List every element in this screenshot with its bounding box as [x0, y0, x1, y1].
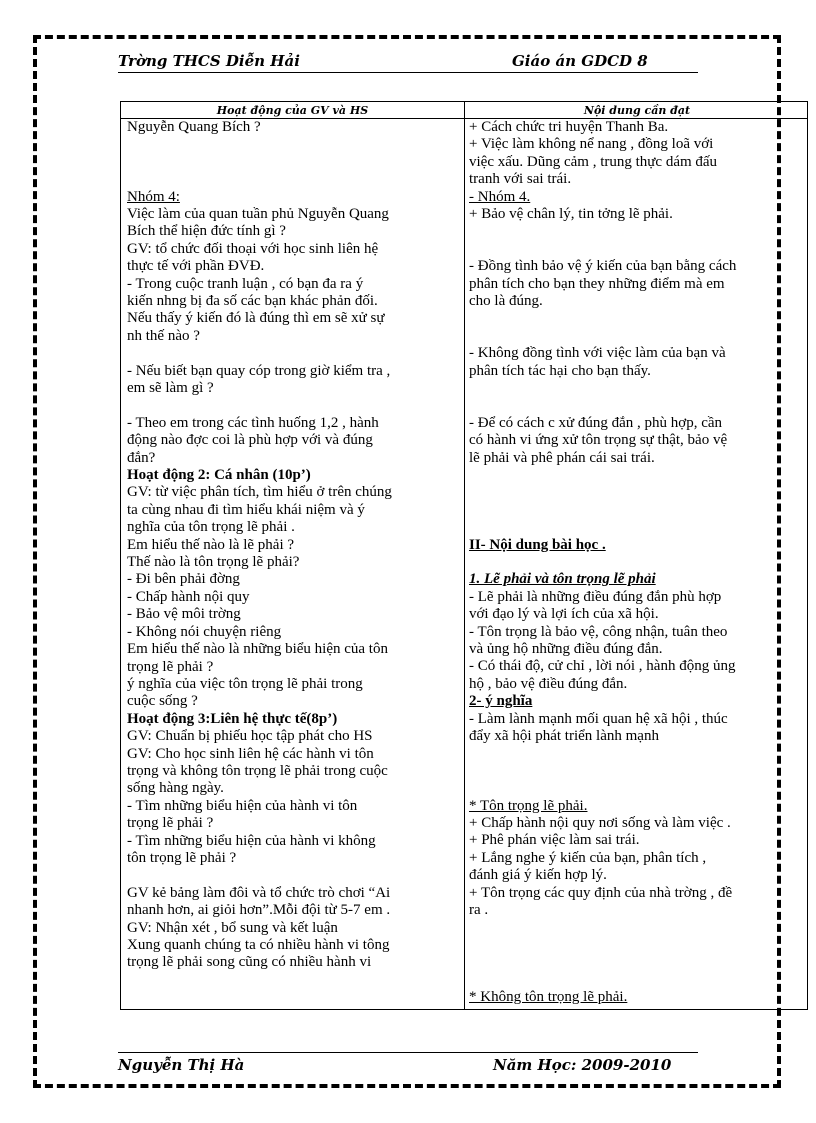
content-line: * Không tôn trọng lẽ phải. [469, 989, 628, 1006]
column-header-content: Nội dung cần đạt [583, 104, 691, 117]
lesson-table [120, 101, 808, 1010]
activity-line: Bích thể hiện đức tính gì ? [127, 223, 286, 240]
activity-line: - Bảo vệ môi trờng [127, 606, 241, 623]
footer-rule [118, 1052, 698, 1053]
activity-line [127, 154, 459, 171]
activity-line: trọng lẽ phải ? [127, 658, 214, 675]
activities-column [127, 119, 459, 972]
activity-line: GV: Cho học sinh liên hệ các hành vi tôn [127, 745, 374, 762]
content-line: - Không đồng tình với việc làm của bạn và [469, 345, 726, 362]
content-column [469, 119, 805, 1010]
content-line [469, 310, 805, 327]
content-line [469, 554, 805, 571]
content-line [469, 1006, 805, 1010]
activity-line: - Nếu biết bạn quay cóp trong giờ kiểm tra , [127, 362, 391, 379]
school-name: Trờng THCS Diễn Hải [118, 52, 300, 70]
content-line: - Tôn trọng là bảo vệ, công nhận, tuân theo [469, 623, 728, 640]
content-line: + Phê phán việc làm sai trái. [469, 832, 640, 849]
activity-line [127, 136, 459, 153]
activity-line [127, 171, 459, 188]
activity-line: em sẽ làm gì ? [127, 380, 214, 397]
activity-line: Em hiểu thế nào là những biểu hiện của tôn [127, 641, 388, 658]
activity-line: ý nghĩa của việc tôn trọng lẽ phải trong [127, 675, 363, 692]
content-line [469, 502, 805, 519]
activity-line: Hoạt động 2: Cá nhân (10p’) [127, 467, 311, 484]
activity-line: Nguyễn Quang Bích ? [127, 119, 261, 135]
activity-line: trọng lẽ phải ? [127, 815, 214, 832]
content-line: đẩy xã hội phát triển lành mạnh [469, 728, 659, 745]
content-line: II- Nội dung bài học . [469, 536, 606, 553]
content-line: + Tôn trọng các quy định của nhà trờng , đề [469, 884, 733, 901]
content-line [469, 763, 805, 780]
content-line: việc xấu. Dũng cảm , trung thực dám đấu [469, 153, 718, 170]
activity-line: - Chấp hành nội quy [127, 588, 250, 605]
content-line [469, 380, 805, 397]
content-line [469, 919, 805, 936]
activity-line: - Không nói chuyện riêng [127, 623, 282, 640]
activity-line: trọng lẽ phải song cũng có nhiều hành vi [127, 954, 372, 971]
content-line: + Cách chức tri huyện Thanh Ba. [469, 119, 669, 135]
content-line: 1. Lẽ phải và tôn trọng lẽ phải [469, 571, 656, 588]
header-rule [118, 72, 698, 73]
content-line [469, 780, 805, 797]
content-line: phân tích cho bạn they những điểm mà em [469, 275, 725, 292]
activity-line: trọng và không tôn trọng lẽ phải trong cuộc [127, 762, 388, 779]
content-line [469, 519, 805, 536]
column-divider [464, 102, 465, 1009]
activity-line: GV: Chuẩn bị phiếu học tập phát cho HS [127, 728, 373, 745]
activity-line: nghĩa của tôn trọng lẽ phải . [127, 519, 295, 536]
content-line: lẽ phải và phê phán cái sai trái. [469, 449, 655, 466]
activity-line: kiến nhng bị đa số các bạn khác phản đối. [127, 293, 378, 310]
activity-line: - Đi bên phải đờng [127, 571, 240, 588]
content-line: ra . [469, 902, 489, 919]
content-line: - Để có cách c xử đúng đắn , phù hợp, cần [469, 414, 723, 431]
content-line: cho là đúng. [469, 293, 543, 310]
activity-line: cuộc sống ? [127, 693, 198, 710]
content-line: - Nhóm 4. [469, 188, 531, 205]
activity-line: sống hàng ngày. [127, 780, 224, 797]
content-line: - Làm lành mạnh mối quan hệ xã hội , thúc [469, 710, 728, 727]
activity-line: - Trong cuộc tranh luận , có bạn đa ra ý [127, 275, 364, 292]
activity-line [127, 397, 459, 414]
content-line: + Bảo vệ chân lý, tin tởng lẽ phải. [469, 206, 673, 223]
activity-line: nh thế nào ? [127, 327, 200, 344]
content-line: 2- ý nghĩa [469, 693, 533, 710]
activity-line: GV: từ việc phân tích, tìm hiểu ở trên chúng [127, 484, 392, 501]
content-line: và ủng hộ những điều đúng đắn. [469, 641, 663, 658]
content-line [469, 328, 805, 345]
content-line: - Đồng tình bảo vệ ý kiến của bạn bằng cách [469, 258, 737, 275]
content-line [469, 397, 805, 414]
activity-line: Thế nào là tôn trọng lẽ phải? [127, 554, 300, 571]
content-line: có hành vi ứng xử tôn trọng sự thật, bảo vệ [469, 432, 728, 449]
activity-line [127, 345, 459, 362]
content-line [469, 484, 805, 501]
content-line: + Việc làm không nể nang , đồng loã với [469, 136, 714, 153]
school-year: Năm Học: 2009-2010 [493, 1056, 672, 1074]
activity-line: ta cùng nhau đi tìm hiểu khái niệm và ý [127, 501, 365, 518]
activity-line: Nhóm 4: [127, 188, 180, 205]
content-line [469, 467, 805, 484]
activity-line: Em hiểu thế nào là lẽ phải ? [127, 536, 295, 553]
activity-line: tôn trọng lẽ phải ? [127, 849, 237, 866]
content-line: phân tích tác hại cho bạn thấy. [469, 362, 651, 379]
author-name: Nguyễn Thị Hà [118, 1056, 245, 1074]
activity-line: Việc làm của quan tuần phủ Nguyễn Quang [127, 205, 389, 222]
column-header-activities: Hoạt động của GV và HS [216, 104, 369, 117]
activity-line: - Tìm những biểu hiện của hành vi không [127, 832, 376, 849]
content-line [469, 241, 805, 258]
content-line: đánh giá ý kiến hợp lý. [469, 867, 607, 884]
content-line [469, 937, 805, 954]
activity-line [127, 867, 459, 884]
activity-line: Xung quanh chúng ta có nhiều hành vi tông [127, 937, 390, 953]
activity-line: Hoạt động 3:Liên hệ thực tế(8p’) [127, 710, 338, 727]
content-line: - Lẽ phải là những điều đúng đắn phù hợp [469, 588, 722, 605]
content-line: + Chấp hành nội quy nơi sống và làm việc . [469, 815, 731, 832]
activity-line: GV kẻ bảng làm đôi và tổ chức trò chơi “Ai [127, 884, 391, 901]
content-line: * Tôn trọng lẽ phải. [469, 797, 588, 814]
content-line: hộ , bảo vệ điều đúng đắn. [469, 675, 628, 692]
content-line [469, 223, 805, 240]
activity-line: thực tế với phần ĐVĐ. [127, 258, 265, 275]
content-line: với đạo lý và lợi ích của xã hội. [469, 606, 659, 623]
content-line [469, 954, 805, 971]
activity-line: GV: tổ chức đối thoại với học sinh liên hệ [127, 240, 379, 257]
activity-line: đắn? [127, 449, 156, 466]
content-line: + Lắng nghe ý kiến của bạn, phân tích , [469, 849, 707, 866]
activity-line: Nếu thấy ý kiến đó là đúng thì em sẽ xử sự [127, 310, 385, 327]
content-line [469, 972, 805, 989]
activity-line: - Tìm những biểu hiện của hành vi tôn [127, 797, 358, 814]
activity-line: - Theo em trong các tình huống 1,2 , hành [127, 414, 379, 431]
content-line [469, 745, 805, 762]
activity-line: động nào đợc coi là phù hợp với và đúng [127, 432, 373, 449]
activity-line: nhanh hơn, ai giỏi hơn”.Mỗi đội từ 5-7 em . [127, 902, 391, 919]
subject-title: Giáo án GDCD 8 [512, 52, 648, 70]
content-line: tranh với sai trái. [469, 171, 572, 188]
content-line: - Có thái độ, cử chỉ , lời nói , hành động ủng [469, 658, 736, 675]
activity-line: GV: Nhận xét , bổ sung và kết luận [127, 919, 338, 936]
